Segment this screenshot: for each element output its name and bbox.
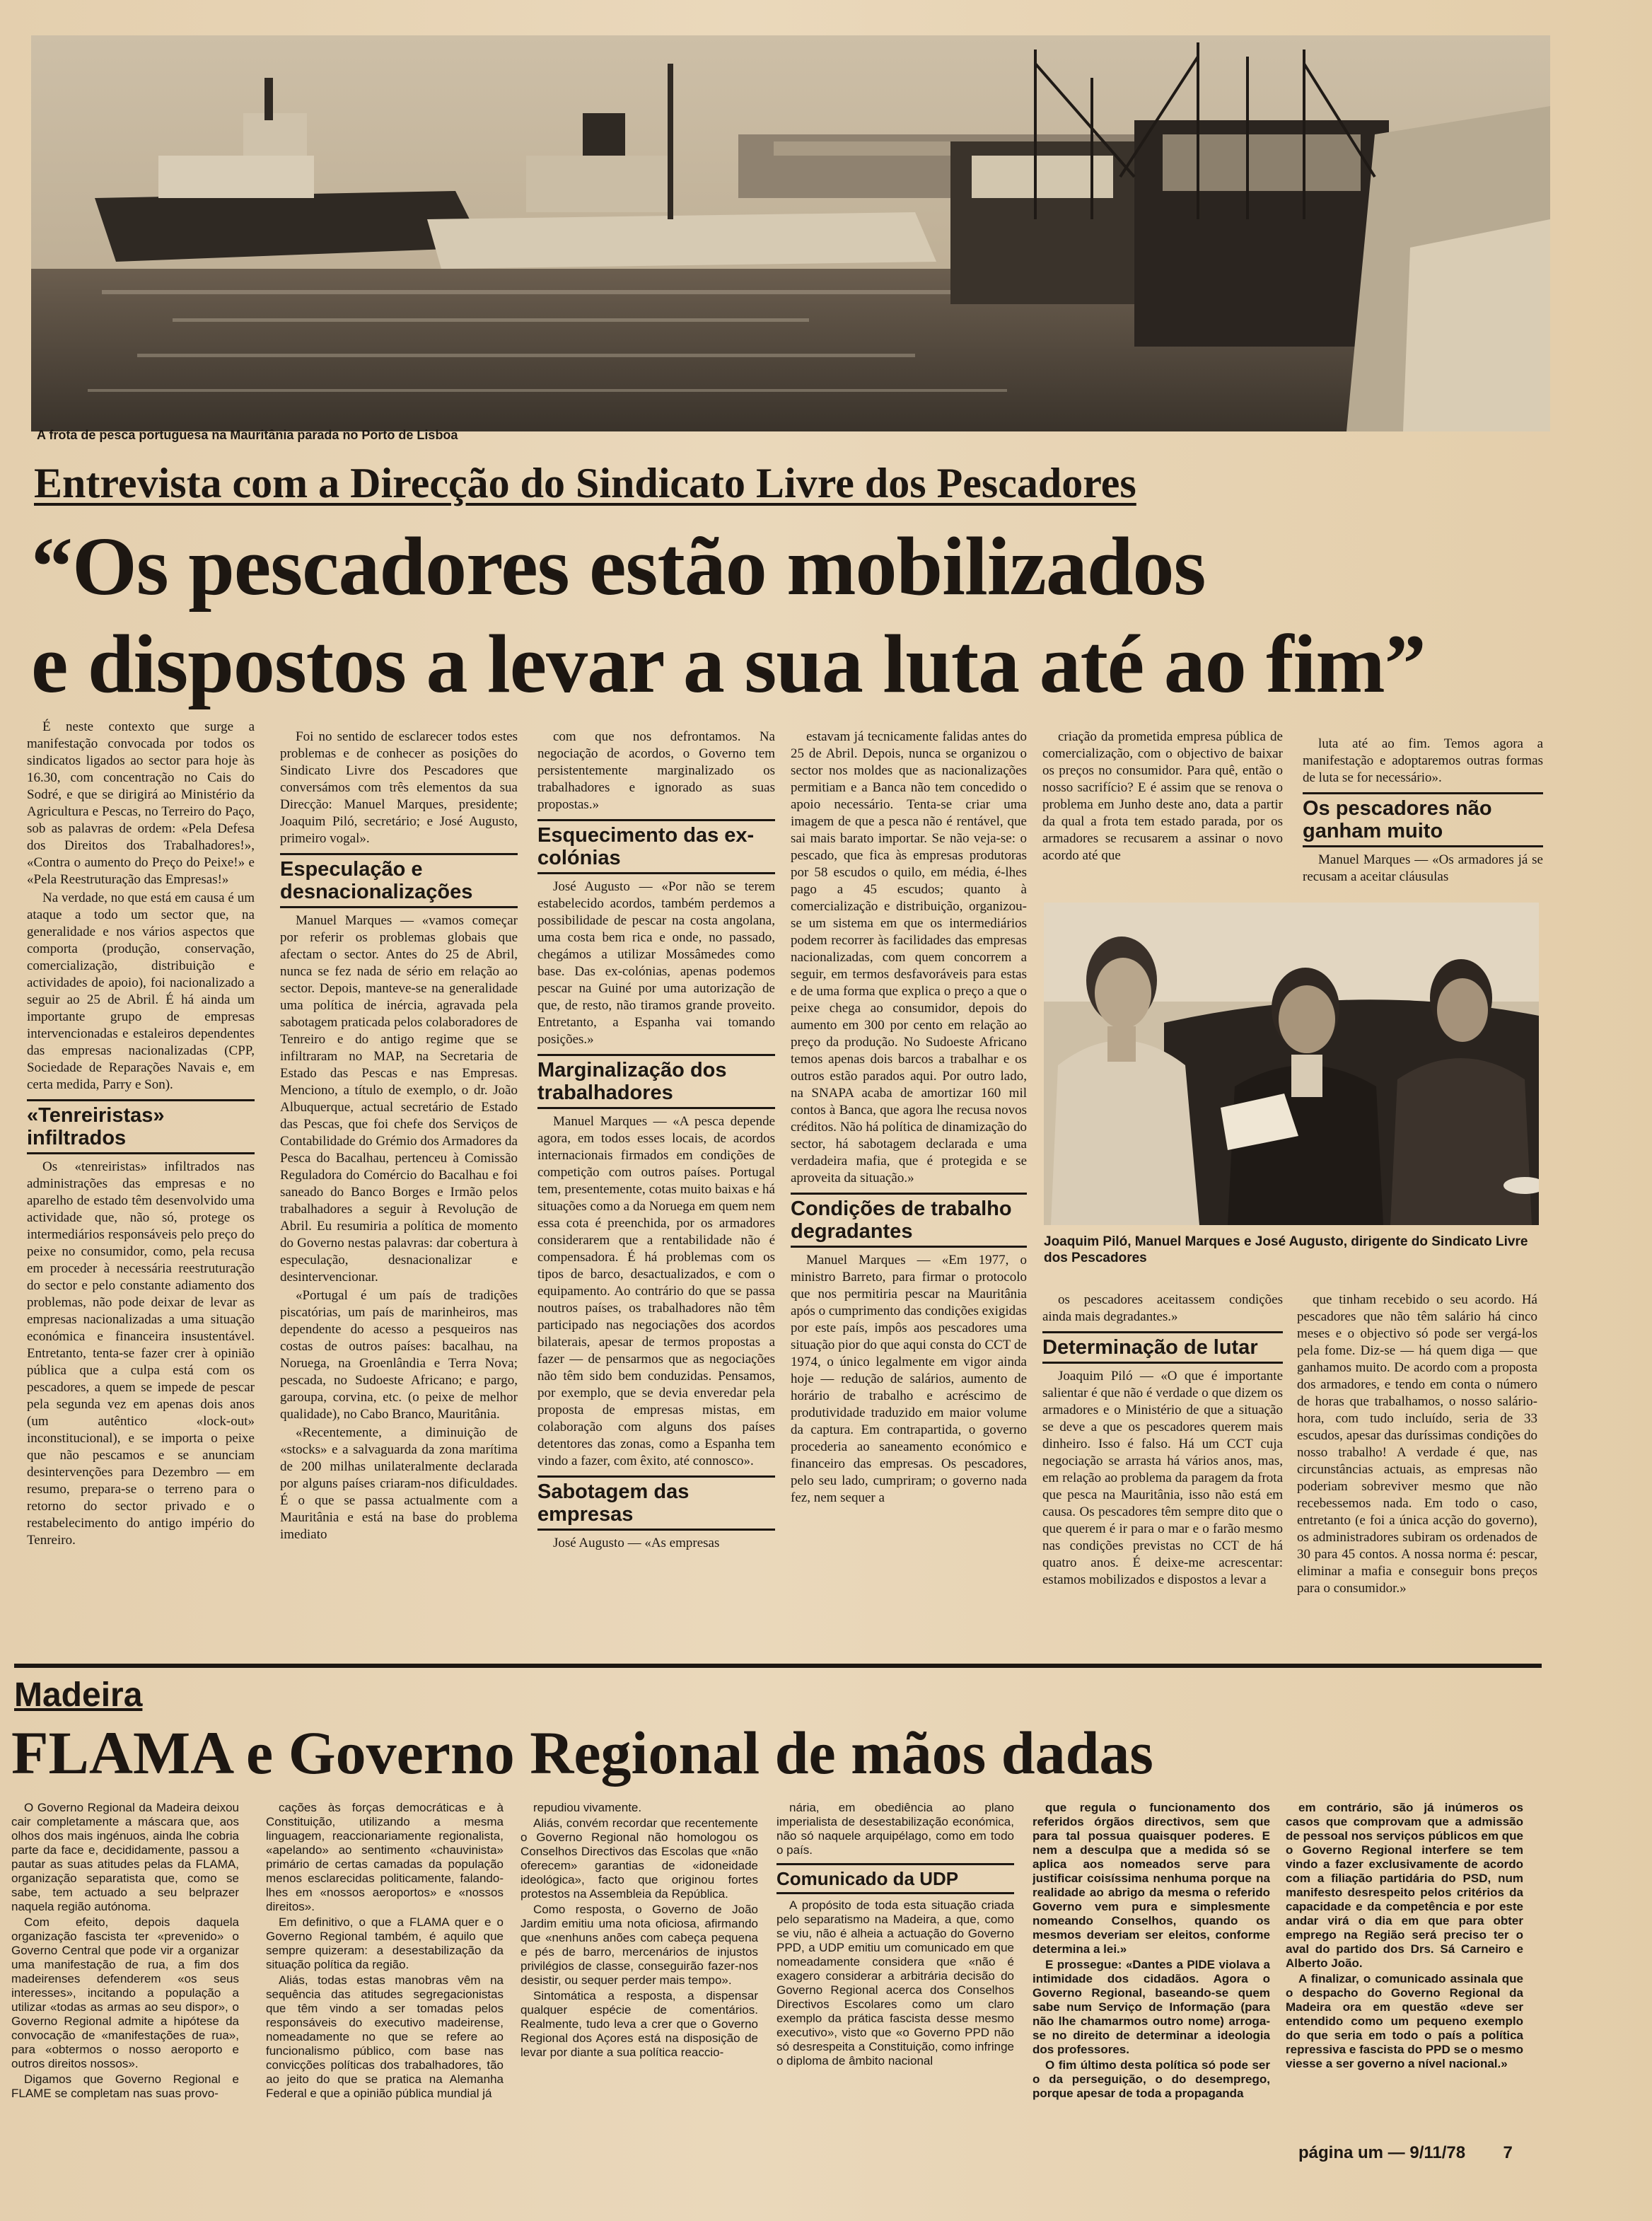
article1-column-5-bottom xyxy=(1042,1292,1283,1659)
page-footer xyxy=(1298,2143,1513,2163)
subhead-sabotagem: Sabotagem das empresas xyxy=(537,1475,775,1531)
subhead-determinacao: Determinação de lutar xyxy=(1042,1331,1283,1364)
paragraph: os pescadores aceitassem condições ainda mais degradantes.» xyxy=(1042,1292,1283,1324)
paragraph: repudiou vivamente. xyxy=(533,1801,642,1814)
portrait-photo xyxy=(1044,903,1539,1225)
paragraph: Sintomática a resposta, a dispensar qualquer espécie de comentários. Realmente, tudo leva a crer que o Governo Regional dos Açores está na disposição de levar por diante a sua política reaccio- xyxy=(520,1989,758,2059)
paragraph: que tinham recebido o seu acordo. Há pescadores que não têm salário há cinco meses e o objectivo só pode ser vergá-los pela fome. Diz-se — há quem diga — que ganhamos muito. De acordo com a proposta dos armadores, e tendo em conta o número de horas que trabalhamos, o nosso salário-hora, com tudo incluído, seria de 33 escudos, apesar das duríssimas condições do nosso trabalho! A verdade é que, nas circunstâncias actuais, as empresas não poderiam sobreviver mesmo que não recebessemos nada. Em todo o caso, entretanto (e foi a única acção do governo), os administradores subiram os ordenados de 30 para 45 contos. A nossa norma é: pescar, eliminar a mafia e conseguir bons preços para o consumidor.» xyxy=(1297,1292,1537,1596)
harbor-photo-icon xyxy=(31,35,1550,431)
portrait-caption: Joaquim Piló, Manuel Marques e José Augusto, dirigente do Sindicato Livre dos Pescadores xyxy=(1044,1234,1528,1265)
article1-column-5-top xyxy=(1042,729,1283,895)
paragraph: «Portugal é um país de tradições piscatórias, um país de marinheiros, mas dependente do acesso a pesqueiros nas costas de outros países: bacalhau, na Noruega, na Groenlândia e Terra Nova; pescada, no Sudoeste Africano; e pargo, garoupa, corvina, etc. (o peixe de melhor qualidade), no Cabo Branco, Mauritânia. xyxy=(280,1288,518,1422)
subhead-tenreiristas: «Tenreiristas» infiltrados xyxy=(27,1099,255,1154)
paragraph: Os «tenreiristas» infiltrados nas administrações das empresas e no aparelho de estado têm desenvolvido uma actividade que, não só, protege os intermediários responsáveis pelo preço do peixe no consumidor, como, pela recusa em proceder à necessária reestruturação do sector e pelo constante adiamento dos problemas, não pode deixar de levar as empresas nacionalizadas a uma situação económica e financeira insustentável. Entretanto, tenta-se fazer crer à opinião pública que a culpa está com os pescadores, a quem se impede de pescar pela segunda vez em apenas dois anos (um autêntico «lock-out» inconstitucional), e se importa o peixe que não pescamos e se anunciam desintervenções para Dezembro — em resumo, prepara-se o terreno para o retorno do sector privado e o restabelecimento do antigo império do Tenreiro. xyxy=(27,1159,255,1548)
paragraph: Com efeito, depois daquela organização fascista ter «prevenido» o Governo Central que pode vir a organizar uma manifestação de rua, a fim dos madeirenses defenderem «os seus interesses», incitando a população a utilizar «todas as armas ao seu dispor», o Governo Regional admite a hipótese da convocação de «manifestações de rua», para «obtermos o nosso aeroporto e outros direitos nossos». xyxy=(11,1915,239,2070)
paragraph: criação da prometida empresa pública de comercialização, com o objectivo de baixar os preços no consumidor. Para quê, então o nosso sacrifício? E é assim que se renova o problema em Junho deste ano, data a partir da qual a frota tem estado parada, por os armadores se recusarem a assinar o novo acordo até que xyxy=(1042,729,1283,863)
section-divider xyxy=(14,1664,1542,1668)
photo-caption: A frota de pesca portuguesa na Mauritânia parada no Porto de Lisboa xyxy=(37,428,458,442)
article1-column-3 xyxy=(537,729,775,1641)
paragraph: O fim último desta política só pode ser o da perseguição, o do desemprego, porque apesar de toda a propaganda xyxy=(1032,2058,1270,2100)
paragraph: nária, em obediência ao plano imperialista de desestabilização económica, não só naquele arquipélago, como em todo o país. xyxy=(776,1801,1014,1857)
subhead-condicoes: Condições de trabalho degradantes xyxy=(791,1193,1027,1248)
subhead-especulacao: Especulação e desnacionalizações xyxy=(280,853,518,908)
article1-column-6-bottom xyxy=(1297,1292,1537,1659)
paragraph: A finalizar, o comunicado assinala que o despacho do Governo Regional da Madeira ora em questão «deve ser entendido como um pequeno exemplo do que seria em todo o país a política repressiva e fascista do PPD se o mesmo viesse a ser governo a nível nacional.» xyxy=(1286,1972,1523,2070)
paragraph: O Governo Regional da Madeira deixou cair completamente a máscara que, aos olhos dos mais ingénuos, ainda lhe cobria parte da face e, decididamente, passou a pautar as suas atitudes pelas da FLAMA, organização separatista que, como se sabe, tem actuado a seu belprazer naquela região autónoma. xyxy=(11,1801,239,1913)
page-number: 7 xyxy=(1503,2143,1513,2162)
paragraph: cações às forças democráticas e à Constituição, utilizando a mesma linguagem, reaccionariamente regionalista, «apelando» ao sentimento «chauvinista» primário de certas camadas da população menos esclarecidas politicamente, falando-lhes em «nossos aeroportos» e «nossos direitos». xyxy=(266,1801,504,1913)
harbor-photo xyxy=(31,35,1550,431)
paragraph: José Augusto — «As empresas xyxy=(553,1536,720,1550)
footer-publication-date: página um — 9/11/78 xyxy=(1298,2143,1466,2162)
paragraph: Foi no sentido de esclarecer todos estes problemas e de conhecer as posições do Sindicato Livre dos Pescadores que conversámos com três elementos da sua Direcção: Manuel Marques, presidente; Joaquim Piló, secretário; e José Augusto, primeiro vogal». xyxy=(280,729,518,846)
paragraph: É neste contexto que surge a manifestação convocada por todos os sindicatos ligados ao sector para hoje às 16.30, com concentração no Cais do Sodré, e que se dirigirá ao Ministério da Agricultura e Pescas, no Terreiro do Paço, sob as palavras de ordem: «Pela Defesa dos Direitos dos Trabalhadores!», «Contra o aumento do Preço do Peixe!» e «Pela Reestruturação das Empresas!» xyxy=(27,719,255,887)
subhead-nao-ganham: Os pescadores não ganham muito xyxy=(1303,792,1543,847)
paragraph: Em definitivo, o que a FLAMA quer e o Governo Regional também, é aquilo que sempre quizeram: a desestabilização da situação política da região. xyxy=(266,1915,504,1971)
people-photo-icon xyxy=(1044,903,1539,1225)
article2-column-4 xyxy=(776,1801,1014,2133)
paragraph: E prossegue: «Dantes a PIDE violava a intimidade dos cidadãos. Agora o Governo Regional, baseando-se quem sabe num Serviço de Informação (para não lhe chamarmos outro nome) arroga-se no direito de determinar a ideologia dos professores. xyxy=(1032,1958,1270,2056)
section-label: Madeira xyxy=(14,1676,143,1714)
subhead-esquecimento: Esquecimento das ex-colónias xyxy=(537,819,775,874)
paragraph: que regula o funcionamento dos referidos órgãos directivos, sem que para tal possua quaisquer poderes. E nem a desculpa que a medida só se aplica aos nomeados serve para justificar coisíssima nenhuma porque na realidade ao abrigo da mesma o referido Governo vem pura e simplesmente nomeando Conselhos, quando os mesmos deveriam ser eleitos, conforme determina a lei.» xyxy=(1032,1801,1270,1956)
paragraph: estavam já tecnicamente falidas antes do 25 de Abril. Depois, nunca se organizou o sector nos moldes que as nacionalizações permitiam e a Banca não tem concedido o apoio necessário. Tenta-se criar uma imagem de que a pesca não é rentável, que sai mais barato importar. Se não veja-se: o pescado, que fica às empresas produtoras por 58 escudos o quilo, em média, é-lhes pago a 45 escudos; quanto à comercialização e distribuição, organizou-se um sistema em que os intermediários podem recorrer às facilidades das empresas nacionalizadas, com quem concorrem a seguir, em termos desfavoráveis para estas e de uma forma que explica o preço a que o peixe chega ao consumidor, depois do aumento em 300 por cento em relação ao preço da produção. No Sudoeste Africano temos apenas dois barcos a trabalhar e os outros estão parados aqui. Por outro lado, na SNAPA acaba de amortizar 160 mil contos à Banca, que agora lhe recusa novos créditos. Não há política de dinamização do sector, há sabotagem declarada e uma verdadeira mafia, que é protegida e se aproveita da situação.» xyxy=(791,729,1027,1185)
paragraph: Digamos que Governo Regional e FLAME se completam nas suas provo- xyxy=(11,2072,239,2100)
subhead-marginalizacao: Marginalização dos trabalhadores xyxy=(537,1054,775,1109)
article1-column-6-top xyxy=(1303,736,1543,895)
article2-column-1 xyxy=(11,1801,239,2133)
article2-column-3 xyxy=(520,1801,758,2133)
article1-column-4 xyxy=(791,729,1027,1641)
paragraph: Aliás, convém recordar que recentemente o Governo Regional não homologou os Conselhos Directivos das Escolas que «não oferecem» garantias de «idoneidade ideológica», facto que originou fortes protestos na Assembleia da República. xyxy=(520,1816,758,1901)
paragraph: Na verdade, no que está em causa é um ataque a todo um sector que, na generalidade e nos vários aspectos que comporta (produção, conservação, comercialização, distribuição e actividades de apoio), foi nacionalizado a seguir ao 25 de Abril. É há ainda um importante grupo de empresas intervencionadas e estaleiros dependentes das empresas nacionalizadas (CPP, Sociedade de Reparações Navais e, em certa medida, Parry e Son). xyxy=(27,891,255,1092)
article1-column-2 xyxy=(280,729,518,1641)
paragraph: Manuel Marques — «Os armadores já se recusam a aceitar cláusulas xyxy=(1303,852,1543,884)
paragraph: Aliás, todas estas manobras vêm na sequência das atitudes segregacionistas que têm vindo a ser tomadas pelos responsáveis do executivo madeirense, nomeadamente no que se refere ao funcionalismo público, com base nas convicções políticas dos trabalhadores, tão ao jeito do que se pratica na Alemanha Federal e que a opinião pública mundial já xyxy=(266,1973,504,2100)
paragraph: Joaquim Piló — «O que é importante salientar é que não é verdade o que dizem os armadores e o Ministério de que a situação se deve a que os pescadores querem mais dinheiro. Isso é falso. Há um CCT cuja negociação se arrasta há vários anos, mas, em relação ao problema da paragem da frota que pesca na Mauritânia, isso não está em causa. Os pescadores têm sempre dito que o que querem é ir para o mar e o farão mesmo nas condições previstas no CCT de há quatro anos. É deixe-me acrescentar: estamos mobilizados e dispostos a levar a xyxy=(1042,1369,1283,1587)
article-kicker: Entrevista com a Direcção do Sindicato Livre dos Pescadores xyxy=(34,460,1136,506)
headline-line-2: e dispostos a levar a sua luta até ao fim” xyxy=(31,617,1426,710)
paragraph: José Augusto — «Por não se terem estabelecido acordos, também perdemos a possibilidade de pescar na costa angolana, uma costa bem rica e onde, no passado, chegámos a utilizar Mossâmedes como base. Das ex-colónias, apenas podemos pescar na Guiné por uma autorização de que, de resto, não tiramos grande proveito. Entretanto, a Espanha vai tomando posições.» xyxy=(537,879,775,1047)
article2-headline: FLAMA e Governo Regional de mãos dadas xyxy=(11,1719,1153,1787)
article2-column-6 xyxy=(1286,1801,1523,2133)
article1-column-1 xyxy=(27,719,255,1631)
paragraph: luta até ao fim. Temos agora a manifestação e adoptaremos outras formas de luta se for necessário». xyxy=(1303,736,1543,785)
paragraph: «Recentemente, a diminuição de «stocks» e a salvaguarda da zona marítima de 200 milhas unilateralmente declarada por alguns países criaram-nos dificuldades. É o que se passa actualmente com a Mauritânia e está na base do problema imediato xyxy=(280,1425,518,1542)
paragraph: com que nos defrontamos. Na negociação de acordos, o Governo tem persistentemente marginalizado os trabalhadores e ignorado as suas propostas.» xyxy=(537,729,775,812)
article2-column-2 xyxy=(266,1801,504,2133)
paragraph: A propósito de toda esta situação criada pelo separatismo na Madeira, a que, como se viu, não é alheia a actuação do Governo PPD, a UDP emitiu um comunicado em que nomeadamente considera que «não é exagero considerar a arbitrária decisão do Governo Regional acerca dos Conselhos Directivos Escolares como um claro exemplo da prática fascista desse mesmo executivo», visto que «o Governo PPD não só desrespeita a Constituição, como infringe o diploma de âmbito nacional xyxy=(776,1898,1014,2068)
paragraph: Manuel Marques — «Em 1977, o ministro Barreto, para firmar o protocolo que nos permitiria pescar na Mauritânia após o cumprimento das condições exigidas por este país, impôs aos pescadores uma situação pior do que aqui consta do CCT de 1974, o único legalmente em vigor ainda hoje — redução de salários, aumento de horário de trabalho e acréscimo de produtividade traduzido em maior volume da captura. Em contrapartida, o governo procederia ao saneamento económico e financeiro das empresas. Os pescadores, pelo seu lado, cumpriram; o governo nada fez, nem sequer a xyxy=(791,1253,1027,1505)
paragraph: Manuel Marques — «A pesca depende agora, em todos esses locais, de acordos internacionais firmados em condições de competição com outros países. Portugal tem, presentemente, cotas muito baixas e há situações como a da Noruega em quem nem essa cota é preenchida, por os armadores considerarem que a rentabilidade não é compensadora. É há problemas com os tipos de barco, desactualizados, e com o equipamento. Ao contrário do que se passa noutros países, os trabalhadores não têm participado nas negociações dos acordos bilaterais, apesar de termos propostas a fazer — de pensarmos que as negociações não têm sido bem conduzidas. Pensamos, por exemplo, que se devia enveredar pela proposta de empresas mistas, em colaboração com alguns dos países detentores das zonas, como a Espanha tem vindo a fazer, com êxito, até connosco». xyxy=(537,1114,775,1468)
paragraph: Como resposta, o Governo de João Jardim emitiu uma nota oficiosa, afirmando que «nenhuns anões com cabeça pequena e pés de barro, mercenários de injustos privilégios de classe, conseguirão fazer-nos desistir, ou sequer perder mais tempo». xyxy=(520,1903,758,1987)
article2-column-5 xyxy=(1032,1801,1270,2133)
subhead-comunicado: Comunicado da UDP xyxy=(776,1863,1014,1894)
paragraph: em contrário, são já inúmeros os casos que comprovam que a admissão de pessoal nos serviços públicos em que o Governo Regional interfere se tem vindo a fazer exclusivamente de acordo com a filiação partidária do PSD, num manifesto desrespeito pelos critérios da capacidade e da competência e por este andar virá o dia em que para obter emprego na Região será preciso ter o aval do partido dos Drs. Sá Carneiro e Alberto João. xyxy=(1286,1801,1523,1970)
paragraph: Manuel Marques — «vamos começar por referir os problemas globais que afectam o sector. Antes do 25 de Abril, nunca se fez nada de sério em relação ao sector. Depois, manteve-se na generalidade uma política de inércia, agravada pela sabotagem praticada pelos colaboradores de Tenreiro e do antigo regime que se infiltraram no MAP, na Secretaria de Estado das Pescas e nas Empresas. Menciono, a título de exemplo, o dr. João Albuquerque, actual secretário de Estado das Pescas, que foi chefe dos Serviços de Contabilidade do Grémio dos Armadores da Pesca do Bacalhau, pertenceu à Comissão Reguladora do Comércio do Bacalhau e foi saneado do Banco Borges e Irmão pelos trabalhadores a seguir à Revolução de Abril. Eu resumiria a política de momento do Governo nestas palavras: dar cobertura à especulação, desnacionalizar e desintervencionar. xyxy=(280,913,518,1285)
headline-line-1: “Os pescadores estão mobilizados xyxy=(31,520,1206,613)
